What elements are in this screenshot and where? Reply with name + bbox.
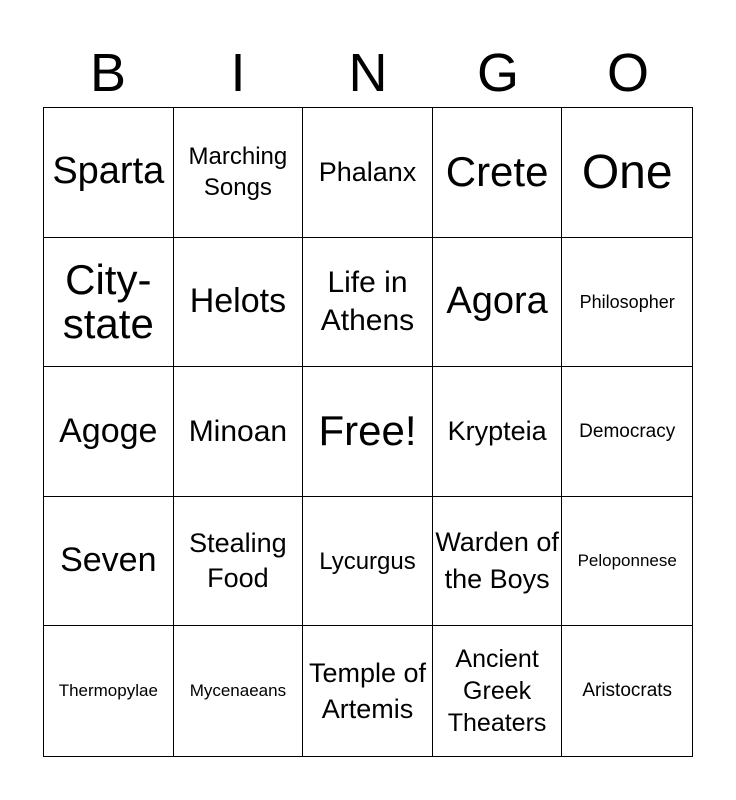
header-letter-b: B (89, 43, 127, 103)
bingo-cell[interactable]: Life in Athens (303, 238, 433, 368)
bingo-cell[interactable]: City-state (44, 238, 174, 368)
header-letter-g: G (476, 43, 519, 103)
bingo-cell[interactable]: Agora (433, 238, 563, 368)
bingo-cell[interactable]: Temple of Artemis (303, 626, 433, 756)
bingo-cell[interactable]: Minoan (174, 367, 304, 497)
bingo-cell[interactable]: Stealing Food (174, 497, 304, 627)
bingo-cell[interactable]: Phalanx (303, 108, 433, 238)
bingo-cell[interactable]: Crete (433, 108, 563, 238)
header-letter-i: I (230, 43, 246, 103)
bingo-cell[interactable]: Warden of the Boys (433, 497, 563, 627)
bingo-cell free-space[interactable]: Free! (303, 367, 433, 497)
bingo-cell[interactable]: Seven (44, 497, 174, 627)
bingo-header (43, 40, 693, 106)
bingo-cell[interactable]: Mycenaeans (174, 626, 304, 756)
bingo-cell[interactable]: Helots (174, 238, 304, 368)
bingo-cell[interactable]: Ancient Greek Theaters (433, 626, 563, 756)
bingo-cell[interactable]: Democracy (562, 367, 692, 497)
bingo-cell[interactable]: Krypteia (433, 367, 563, 497)
bingo-cell[interactable]: Philosopher (562, 238, 692, 368)
header-letter-n: N (348, 43, 388, 103)
bingo-cell[interactable]: Sparta (44, 108, 174, 238)
header-letter-o: O (606, 43, 649, 103)
bingo-cell[interactable]: Lycurgus (303, 497, 433, 627)
bingo-cell[interactable]: Thermopylae (44, 626, 174, 756)
bingo-cell[interactable]: Marching Songs (174, 108, 304, 238)
bingo-cell[interactable]: Peloponnese (562, 497, 692, 627)
bingo-cell[interactable]: Aristocrats (582, 680, 673, 702)
bingo-cell[interactable]: One (562, 108, 692, 238)
bingo-cell[interactable]: Agoge (44, 367, 174, 497)
bingo-grid (43, 107, 693, 757)
